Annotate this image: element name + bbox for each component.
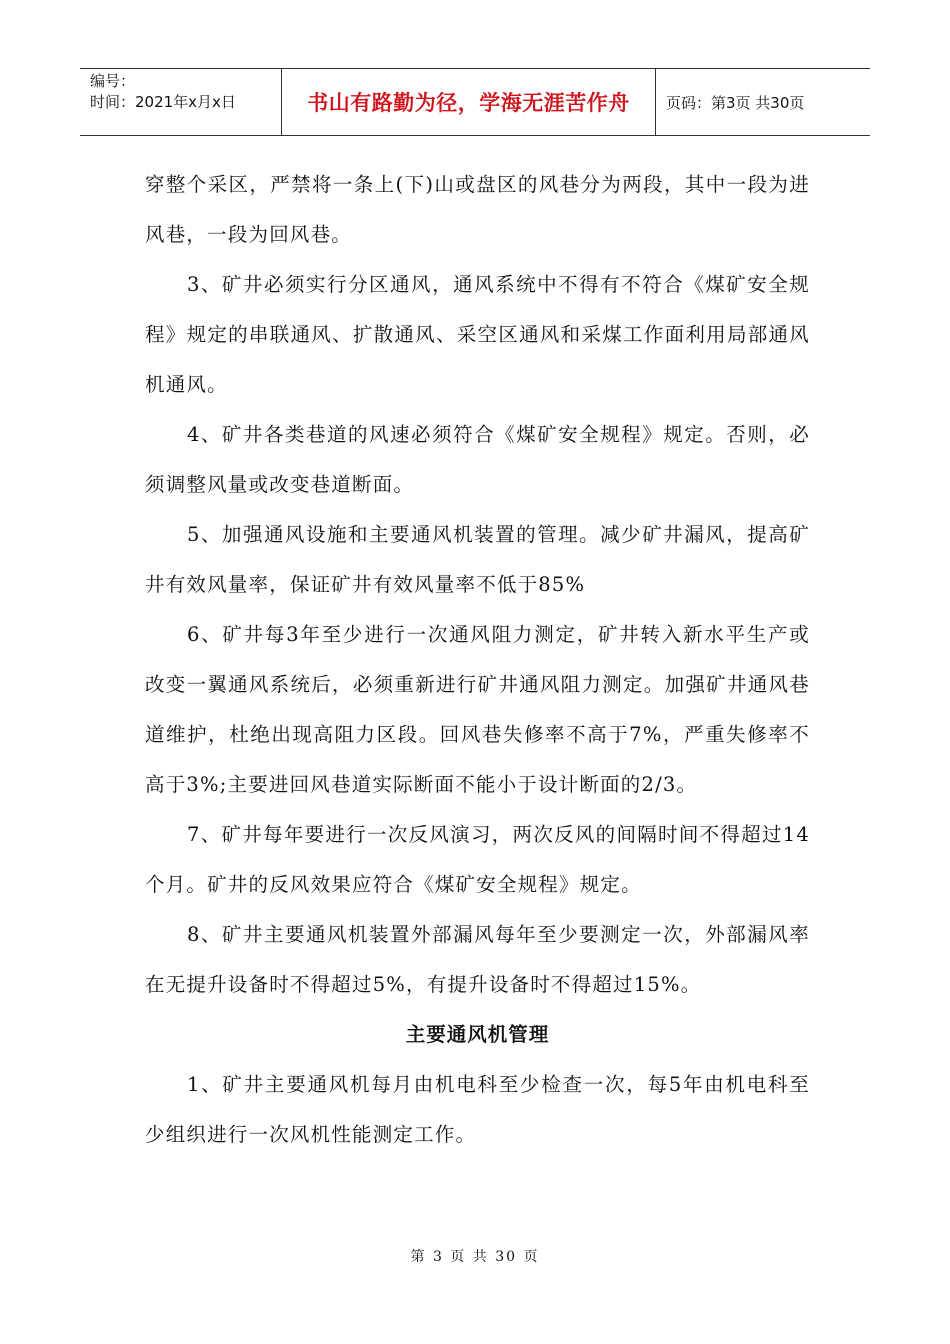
- header-motto: 书山有路勤为径，学海无涯苦作舟: [282, 69, 656, 135]
- document-date: 时间：2021年x月x日: [90, 93, 236, 111]
- document-number-label: 编号：: [90, 72, 136, 90]
- body-paragraph-item-4: 4、矿井各类巷道的风速必须符合《煤矿安全规程》规定。否则，必须调整风量或改变巷道断面。: [145, 423, 810, 496]
- header-page-info: 页码：第3页 共30页: [666, 93, 805, 112]
- body-paragraph-item-6: 6、矿井每3年至少进行一次通风阻力测定，矿井转入新水平生产或改变一翼通风系统后，必须重新进行矿井通风阻力测定。加强矿井通风巷道维护，杜绝出现高阻力区段。回风巷失修率不高于7%，严重失修率不高于3%;主要进回风巷道实际断面不能小于设计断面的2/3。: [145, 623, 810, 796]
- section-paragraph-item-1: 1、矿井主要通风机每月由机电科至少检查一次，每5年由机电科至少组织进行一次风机性能测定工作。: [145, 1073, 810, 1146]
- header-meta: [80, 69, 282, 135]
- document-body: [145, 160, 810, 1160]
- body-paragraph-item-7: 7、矿井每年要进行一次反风演习，两次反风的间隔时间不得超过14个月。矿井的反风效果应符合《煤矿安全规程》规定。: [145, 823, 810, 896]
- body-paragraph-item-3: 3、矿井必须实行分区通风，通风系统中不得有不符合《煤矿安全规程》规定的串联通风、扩散通风、采空区通风和采煤工作面利用局部通风机通风。: [145, 273, 810, 396]
- body-paragraph-item-8: 8、矿井主要通风机装置外部漏风每年至少要测定一次，外部漏风率在无提升设备时不得超过5%，有提升设备时不得超过15%。: [145, 923, 810, 996]
- body-paragraph-continuation: 穿整个采区，严禁将一条上(下)山或盘区的风巷分为两段，其中一段为进风巷，一段为回风巷。: [145, 173, 810, 246]
- body-paragraph-item-5: 5、加强通风设施和主要通风机装置的管理。减少矿井漏风，提高矿井有效风量率，保证矿井有效风量率不低于85%: [145, 523, 810, 596]
- section-heading: 主要通风机管理: [405, 1023, 550, 1046]
- page-footer: 第 3 页 共 30 页: [410, 1249, 540, 1265]
- page-header: [80, 68, 870, 136]
